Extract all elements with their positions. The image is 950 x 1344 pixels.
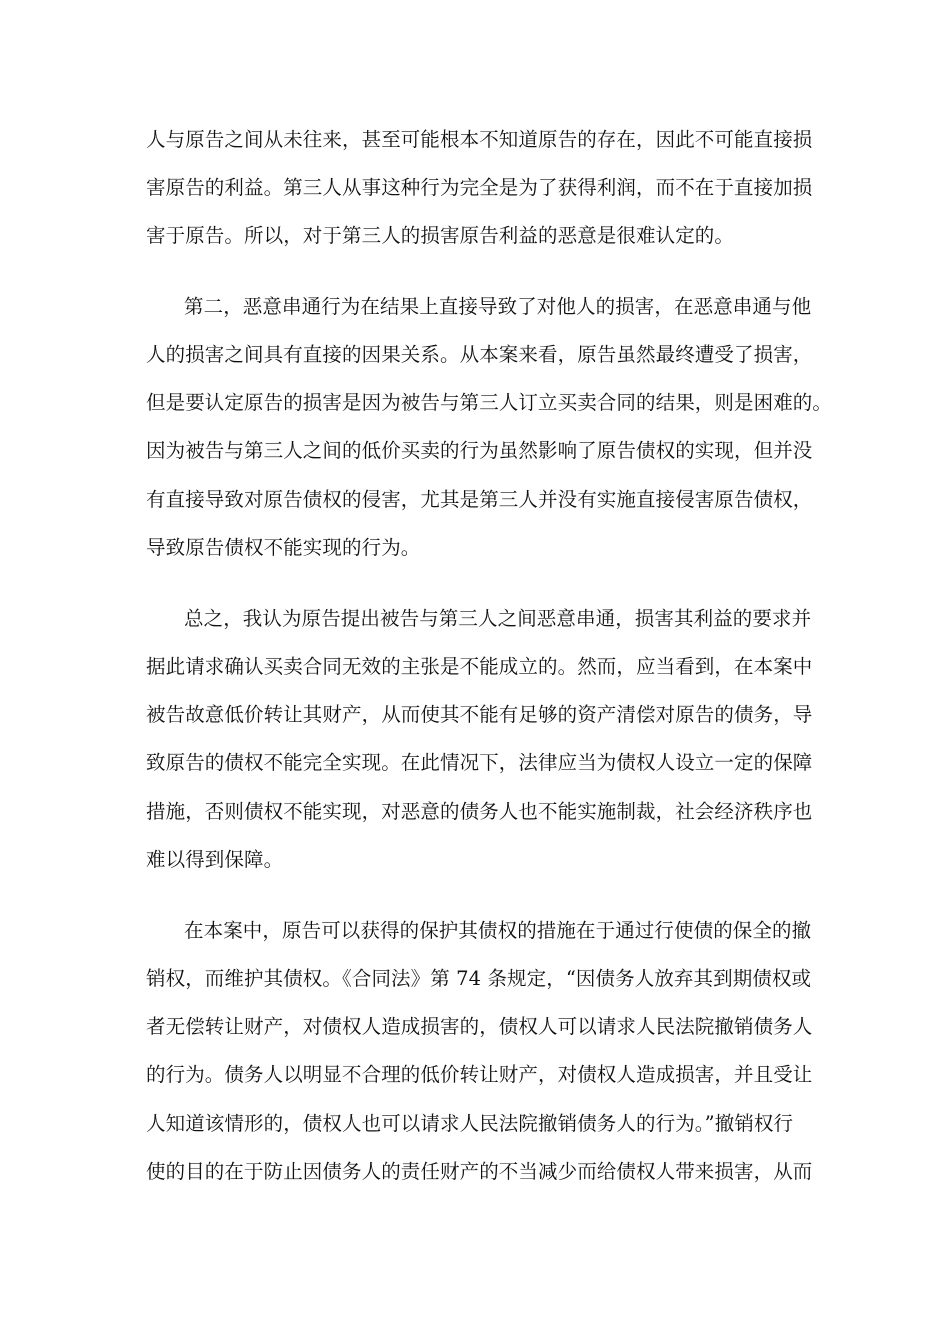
paragraph-2-line-5: 有直接导致对原告债权的侵害，尤其是第三人并没有实施直接侵害原告债权， — [146, 488, 813, 511]
paragraph-4-line-2: 销权，而维护其债权。《合同法》第 74 条规定，“因债务人放弃其到期债权或 — [146, 967, 812, 990]
paragraph-2-line-2: 人的损害之间具有直接的因果关系。从本案来看，原告虽然最终遭受了损害， — [146, 343, 813, 366]
paragraph-3-line-2: 据此请求确认买卖合同无效的主张是不能成立的。然而，应当看到，在本案中 — [146, 655, 813, 678]
paragraph-3-line-5: 措施，否则债权不能实现，对恶意的债务人也不能实施制裁，社会经济秩序也 — [146, 800, 813, 823]
paragraph-4-line-3: 者无偿转让财产，对债权人造成损害的，债权人可以请求人民法院撤销债务人 — [146, 1015, 813, 1038]
paragraph-2-line-3: 但是要认定原告的损害是因为被告与第三人订立买卖合同的结果，则是困难的。 — [146, 391, 833, 414]
paragraph-1-line-1: 人与原告之间从未往来，甚至可能根本不知道原告的存在，因此不可能直接损 — [146, 128, 813, 151]
paragraph-3-line-3: 被告故意低价转让其财产，从而使其不能有足够的资产清偿对原告的债务，导 — [146, 703, 813, 726]
paragraph-3-line-6: 难以得到保障。 — [146, 848, 284, 871]
paragraph-2-line-6: 导致原告债权不能实现的行为。 — [146, 536, 421, 559]
paragraph-3-line-1: 总之，我认为原告提出被告与第三人之间恶意串通，损害其利益的要求并 — [184, 607, 812, 630]
paragraph-3-line-4: 致原告的债权不能完全实现。在此情况下，法律应当为债权人设立一定的保障 — [146, 751, 813, 774]
paragraph-4-line-6: 使的目的在于防止因债务人的责任财产的不当减少而给债权人带来损害，从而 — [146, 1160, 813, 1183]
paragraph-4-line-4: 的行为。债务人以明显不合理的低价转让财产，对债权人造成损害，并且受让 — [146, 1063, 813, 1086]
paragraph-2-line-4: 因为被告与第三人之间的低价买卖的行为虽然影响了原告债权的实现，但并没 — [146, 439, 813, 462]
paragraph-1-line-2: 害原告的利益。第三人从事这种行为完全是为了获得利润，而不在于直接加损 — [146, 176, 813, 199]
paragraph-4-line-5: 人知道该情形的，债权人也可以请求人民法院撤销债务人的行为。”撤销权行 — [146, 1112, 794, 1135]
paragraph-2-line-1: 第二，恶意串通行为在结果上直接导致了对他人的损害，在恶意串通与他 — [184, 295, 812, 318]
paragraph-1-line-3: 害于原告。所以，对于第三人的损害原告利益的恶意是很难认定的。 — [146, 224, 735, 247]
paragraph-4-line-1: 在本案中，原告可以获得的保护其债权的措施在于通过行使债的保全的撤 — [184, 919, 812, 942]
